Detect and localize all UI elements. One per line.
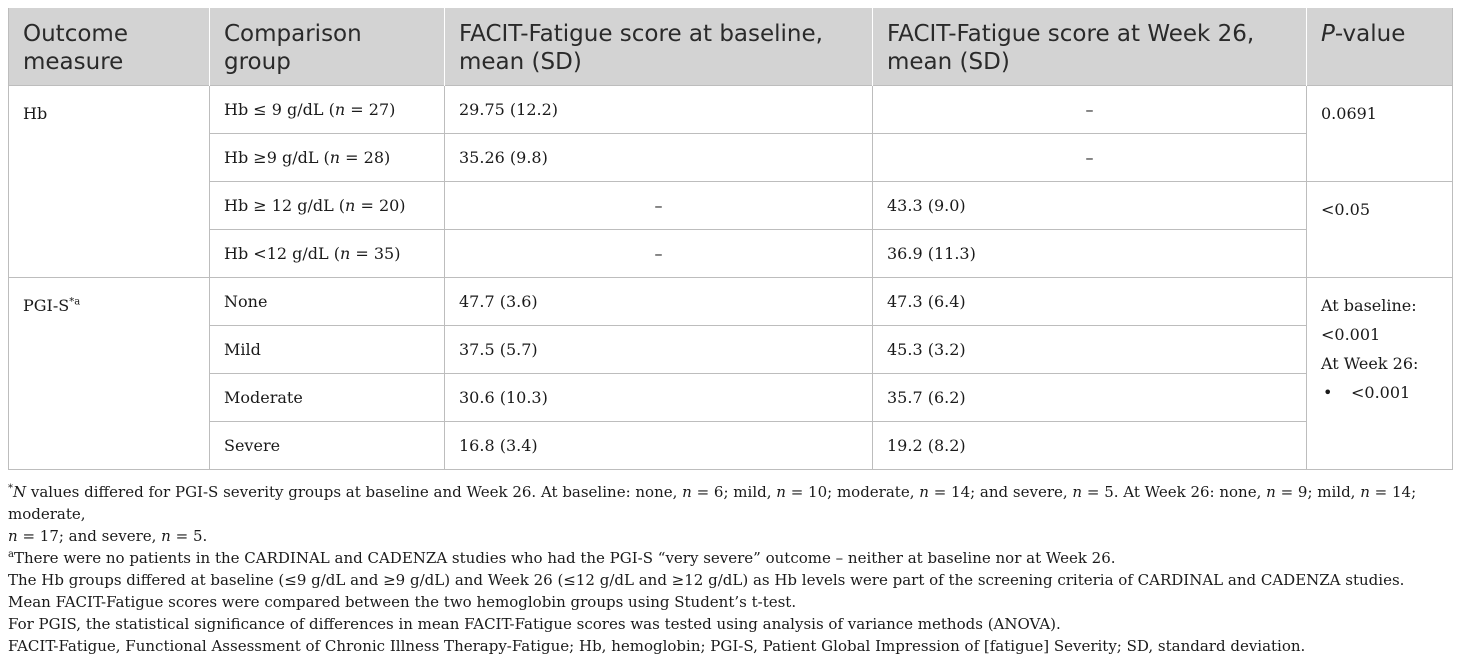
- comparison-group-cell: Hb ≥9 g/dL (n = 28): [210, 134, 445, 182]
- comparison-group-cell: Mild: [210, 326, 445, 374]
- header-p-value: [1307, 8, 1453, 86]
- table-row: [9, 86, 1453, 134]
- baseline-score-cell: 47.7 (3.6): [445, 278, 873, 326]
- header-baseline-score: FACIT-Fatigue score at baseline, mean (SD): [445, 8, 873, 86]
- header-week26-score: FACIT-Fatigue score at Week 26, mean (SD): [873, 8, 1307, 86]
- week26-score-cell: 19.2 (8.2): [873, 422, 1307, 470]
- p-value-hb-high: <0.05: [1307, 182, 1453, 278]
- table-footnotes: [8, 481, 1452, 657]
- comparison-group-cell: Hb ≤ 9 g/dL (n = 27): [210, 86, 445, 134]
- baseline-score-cell: 30.6 (10.3): [445, 374, 873, 422]
- baseline-score-cell: 37.5 (5.7): [445, 326, 873, 374]
- footnote-hb-groups: The Hb groups differed at baseline (≤9 g/dL and ≥9 g/dL) and Week 26 (≤12 g/dL and ≥12 g/dL) as Hb levels were part of the screening criteria of CARDINAL and CADENZA studies.: [8, 571, 1405, 589]
- p-value-hb-low: 0.0691: [1307, 86, 1453, 182]
- week26-score-cell: 47.3 (6.4): [873, 278, 1307, 326]
- week26-score-cell: –: [873, 86, 1307, 134]
- table-row: [9, 278, 1453, 326]
- footnote-n-values: *N values differed for PGI-S severity groups at baseline and Week 26. At baseline: none, n = 6; mild, n = 10; moderate, n = 14; and severe, n = 5. At Week 26: none, n = 9; mild, n = 14; moderate, n = 17; and severe, n = 5.: [8, 483, 1417, 545]
- header-row: [9, 8, 1453, 86]
- table-row: [9, 134, 1453, 182]
- week26-score-cell: 36.9 (11.3): [873, 230, 1307, 278]
- comparison-group-cell: Severe: [210, 422, 445, 470]
- header-p-rest: -value: [1334, 21, 1406, 47]
- comparison-group-cell: Hb ≥ 12 g/dL (n = 20): [210, 182, 445, 230]
- outcome-hb: Hb: [9, 86, 210, 278]
- p-value-pgis: At baseline: <0.001 At Week 26: • <0.001: [1307, 278, 1453, 470]
- header-p-italic: P: [1321, 21, 1335, 47]
- table-row: [9, 422, 1453, 470]
- footnote-abbreviations: FACIT-Fatigue, Functional Assessment of Chronic Illness Therapy-Fatigue; Hb, hemoglobin; PGI-S, Patient Global Impression of [fatigue] Severity; SD, standard deviation.: [8, 637, 1306, 655]
- comparison-group-cell: None: [210, 278, 445, 326]
- footnote-marks: *a: [69, 296, 81, 308]
- comparison-group-cell: Moderate: [210, 374, 445, 422]
- footnote-anova: For PGIS, the statistical significance of differences in mean FACIT-Fatigue scores was tested using analysis of variance methods (ANOVA).: [8, 615, 1061, 633]
- footnote-very-severe: $^a$There were no patients in the CARDINAL and CADENZA studies who had the PGI-S “very severe” outcome – neither at baseline nor at Week 26.: [8, 549, 1116, 567]
- week26-score-cell: 45.3 (3.2): [873, 326, 1307, 374]
- baseline-score-cell: 16.8 (3.4): [445, 422, 873, 470]
- table-row: [9, 182, 1453, 230]
- footnote-t-test: Mean FACIT-Fatigue scores were compared between the two hemoglobin groups using Student’s t-test.: [8, 593, 797, 611]
- results-table-container: [8, 8, 1452, 470]
- baseline-score-cell: 35.26 (9.8): [445, 134, 873, 182]
- comparison-group-cell: Hb <12 g/dL (n = 35): [210, 230, 445, 278]
- header-outcome-measure: Outcome measure: [9, 8, 210, 86]
- table-row: [9, 230, 1453, 278]
- week26-score-cell: 43.3 (9.0): [873, 182, 1307, 230]
- week26-score-cell: –: [873, 134, 1307, 182]
- week26-score-cell: 35.7 (6.2): [873, 374, 1307, 422]
- outcome-pgis: PGI-$S^{*a}$: [9, 278, 210, 470]
- table-row: [9, 326, 1453, 374]
- baseline-score-cell: –: [445, 182, 873, 230]
- header-comparison-group: Comparison group: [210, 8, 445, 86]
- baseline-score-cell: 29.75 (12.2): [445, 86, 873, 134]
- table-row: [9, 374, 1453, 422]
- bullet-icon: •: [1323, 383, 1333, 402]
- results-table: [8, 8, 1453, 470]
- baseline-score-cell: –: [445, 230, 873, 278]
